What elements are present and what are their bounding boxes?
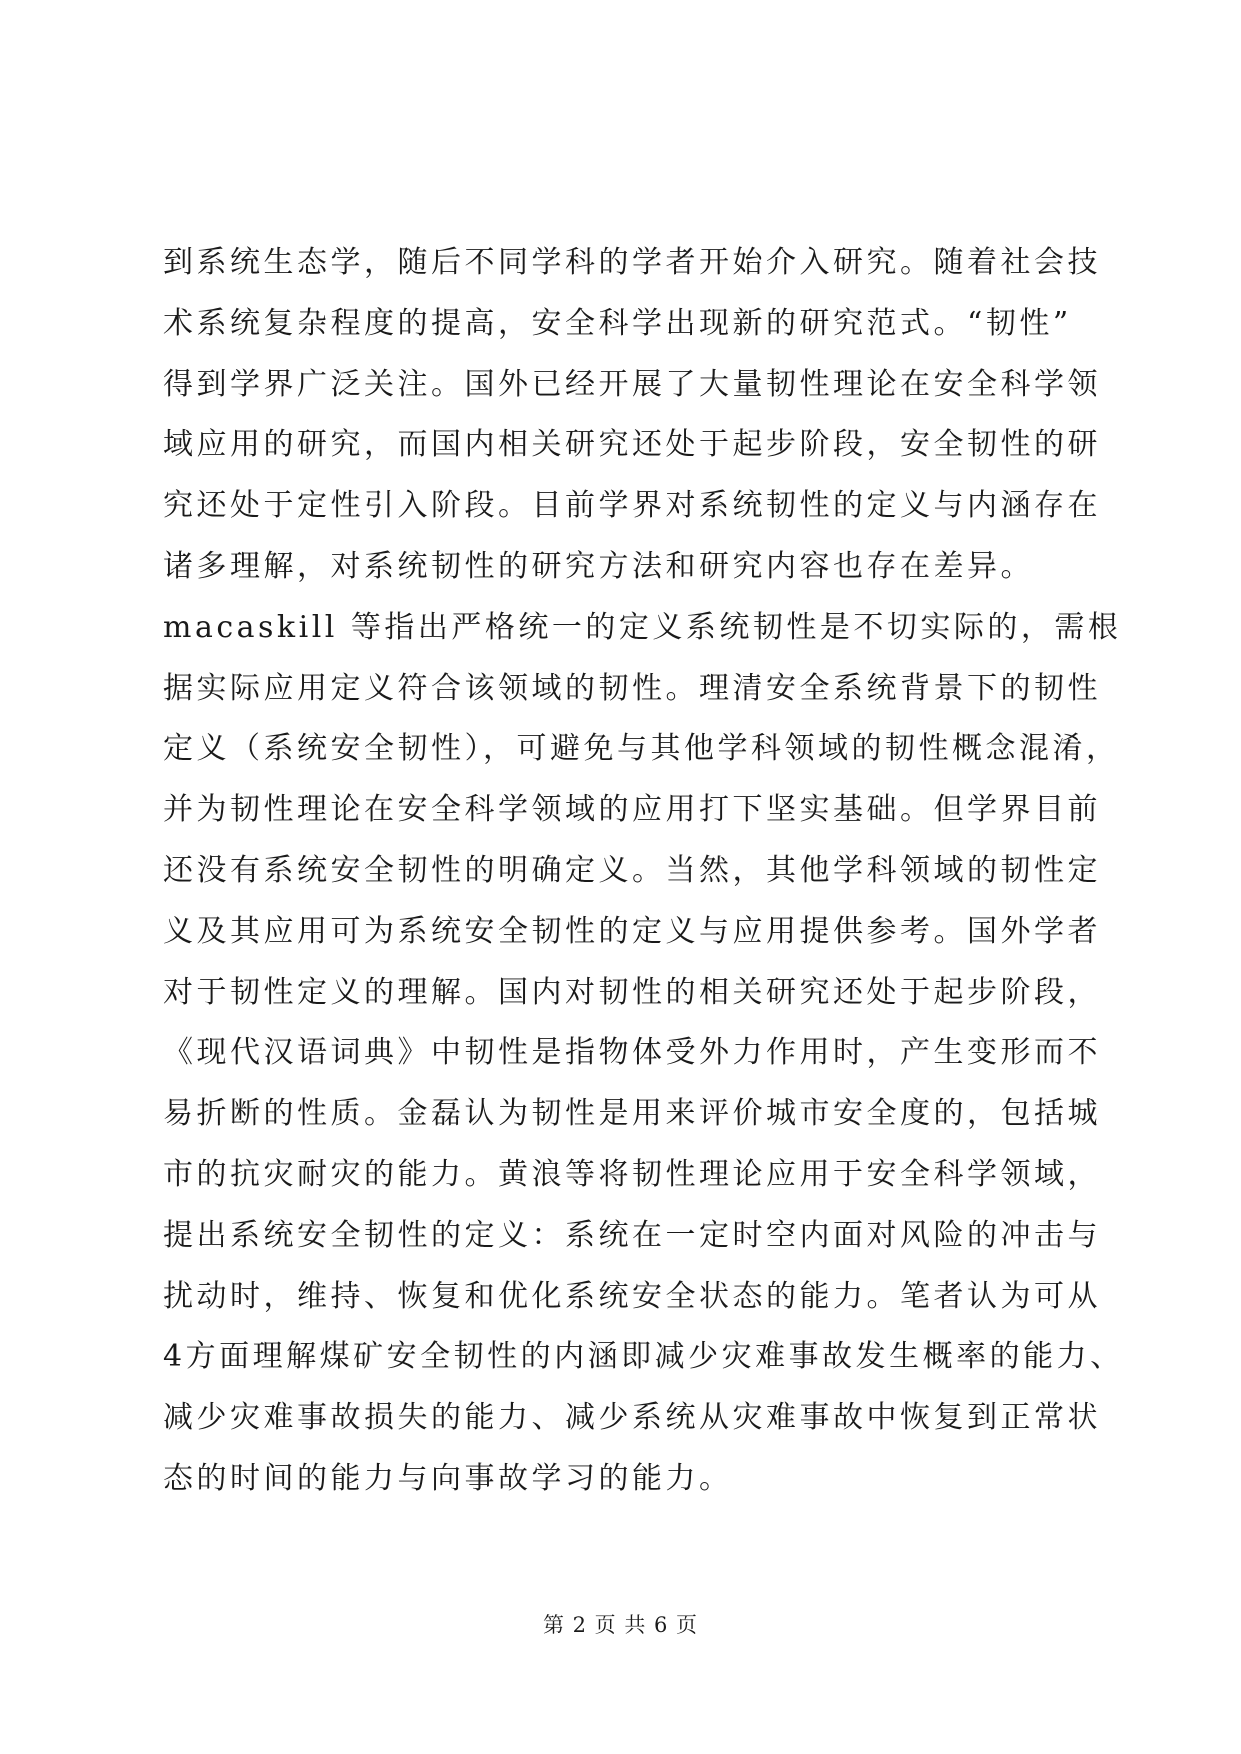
text-line: 提出系统安全韧性的定义：系统在一定时空内面对风险的冲击与	[163, 1217, 1101, 1253]
text-line: 义及其应用可为系统安全韧性的定义与应用提供参考。国外学者	[163, 913, 1101, 949]
text-line: 诸多理解，对系统韧性的研究方法和研究内容也存在差异。	[163, 548, 1034, 584]
text-line: 还没有系统安全韧性的明确定义。当然，其他学科领域的韧性定	[163, 852, 1101, 888]
text-line: 并为韧性理论在安全科学领域的应用打下坚实基础。但学界目前	[163, 792, 1101, 828]
page-number-footer: 第 2 页 共 6 页	[542, 1613, 699, 1637]
text-line: 态的时间的能力与向事故学习的能力。	[163, 1460, 733, 1496]
text-line: macaskill 等指出严格统一的定义系统韧性是不切实际的，需根	[163, 609, 1122, 645]
text-line: 4方面理解煤矿安全韧性的内涵即减少灾难事故发生概率的能力、	[163, 1339, 1124, 1375]
text-line: 得到学界广泛关注。国外已经开展了大量韧性理论在安全科学领	[163, 366, 1101, 402]
text-line: 减少灾难事故损失的能力、减少系统从灾难事故中恢复到正常状	[163, 1400, 1101, 1436]
text-line: 定义（系统安全韧性），可避免与其他学科领域的韧性概念混淆，	[163, 731, 1120, 767]
text-line: 扰动时，维持、恢复和优化系统安全状态的能力。笔者认为可从	[163, 1278, 1101, 1314]
body-paragraph	[163, 233, 1124, 1510]
text-line: 域应用的研究，而国内相关研究还处于起步阶段，安全韧性的研	[163, 427, 1101, 463]
text-line: 市的抗灾耐灾的能力。黄浪等将韧性理论应用于安全科学领域，	[163, 1156, 1101, 1192]
text-line: 《现代汉语词典》中韧性是指物体受外力作用时，产生变形而不	[163, 1035, 1101, 1071]
text-line: 术系统复杂程度的提高，安全科学出现新的研究范式。“韧性”	[163, 305, 1072, 341]
text-line: 到系统生态学，随后不同学科的学者开始介入研究。随着社会技	[163, 245, 1101, 280]
text-line: 易折断的性质。金磊认为韧性是用来评价城市安全度的，包括城	[163, 1096, 1101, 1132]
text-line: 据实际应用定义符合该领域的韧性。理清安全系统背景下的韧性	[163, 670, 1101, 706]
text-line: 究还处于定性引入阶段。目前学界对系统韧性的定义与内涵存在	[163, 488, 1101, 524]
text-line: 对于韧性定义的理解。国内对韧性的相关研究还处于起步阶段，	[163, 974, 1101, 1010]
